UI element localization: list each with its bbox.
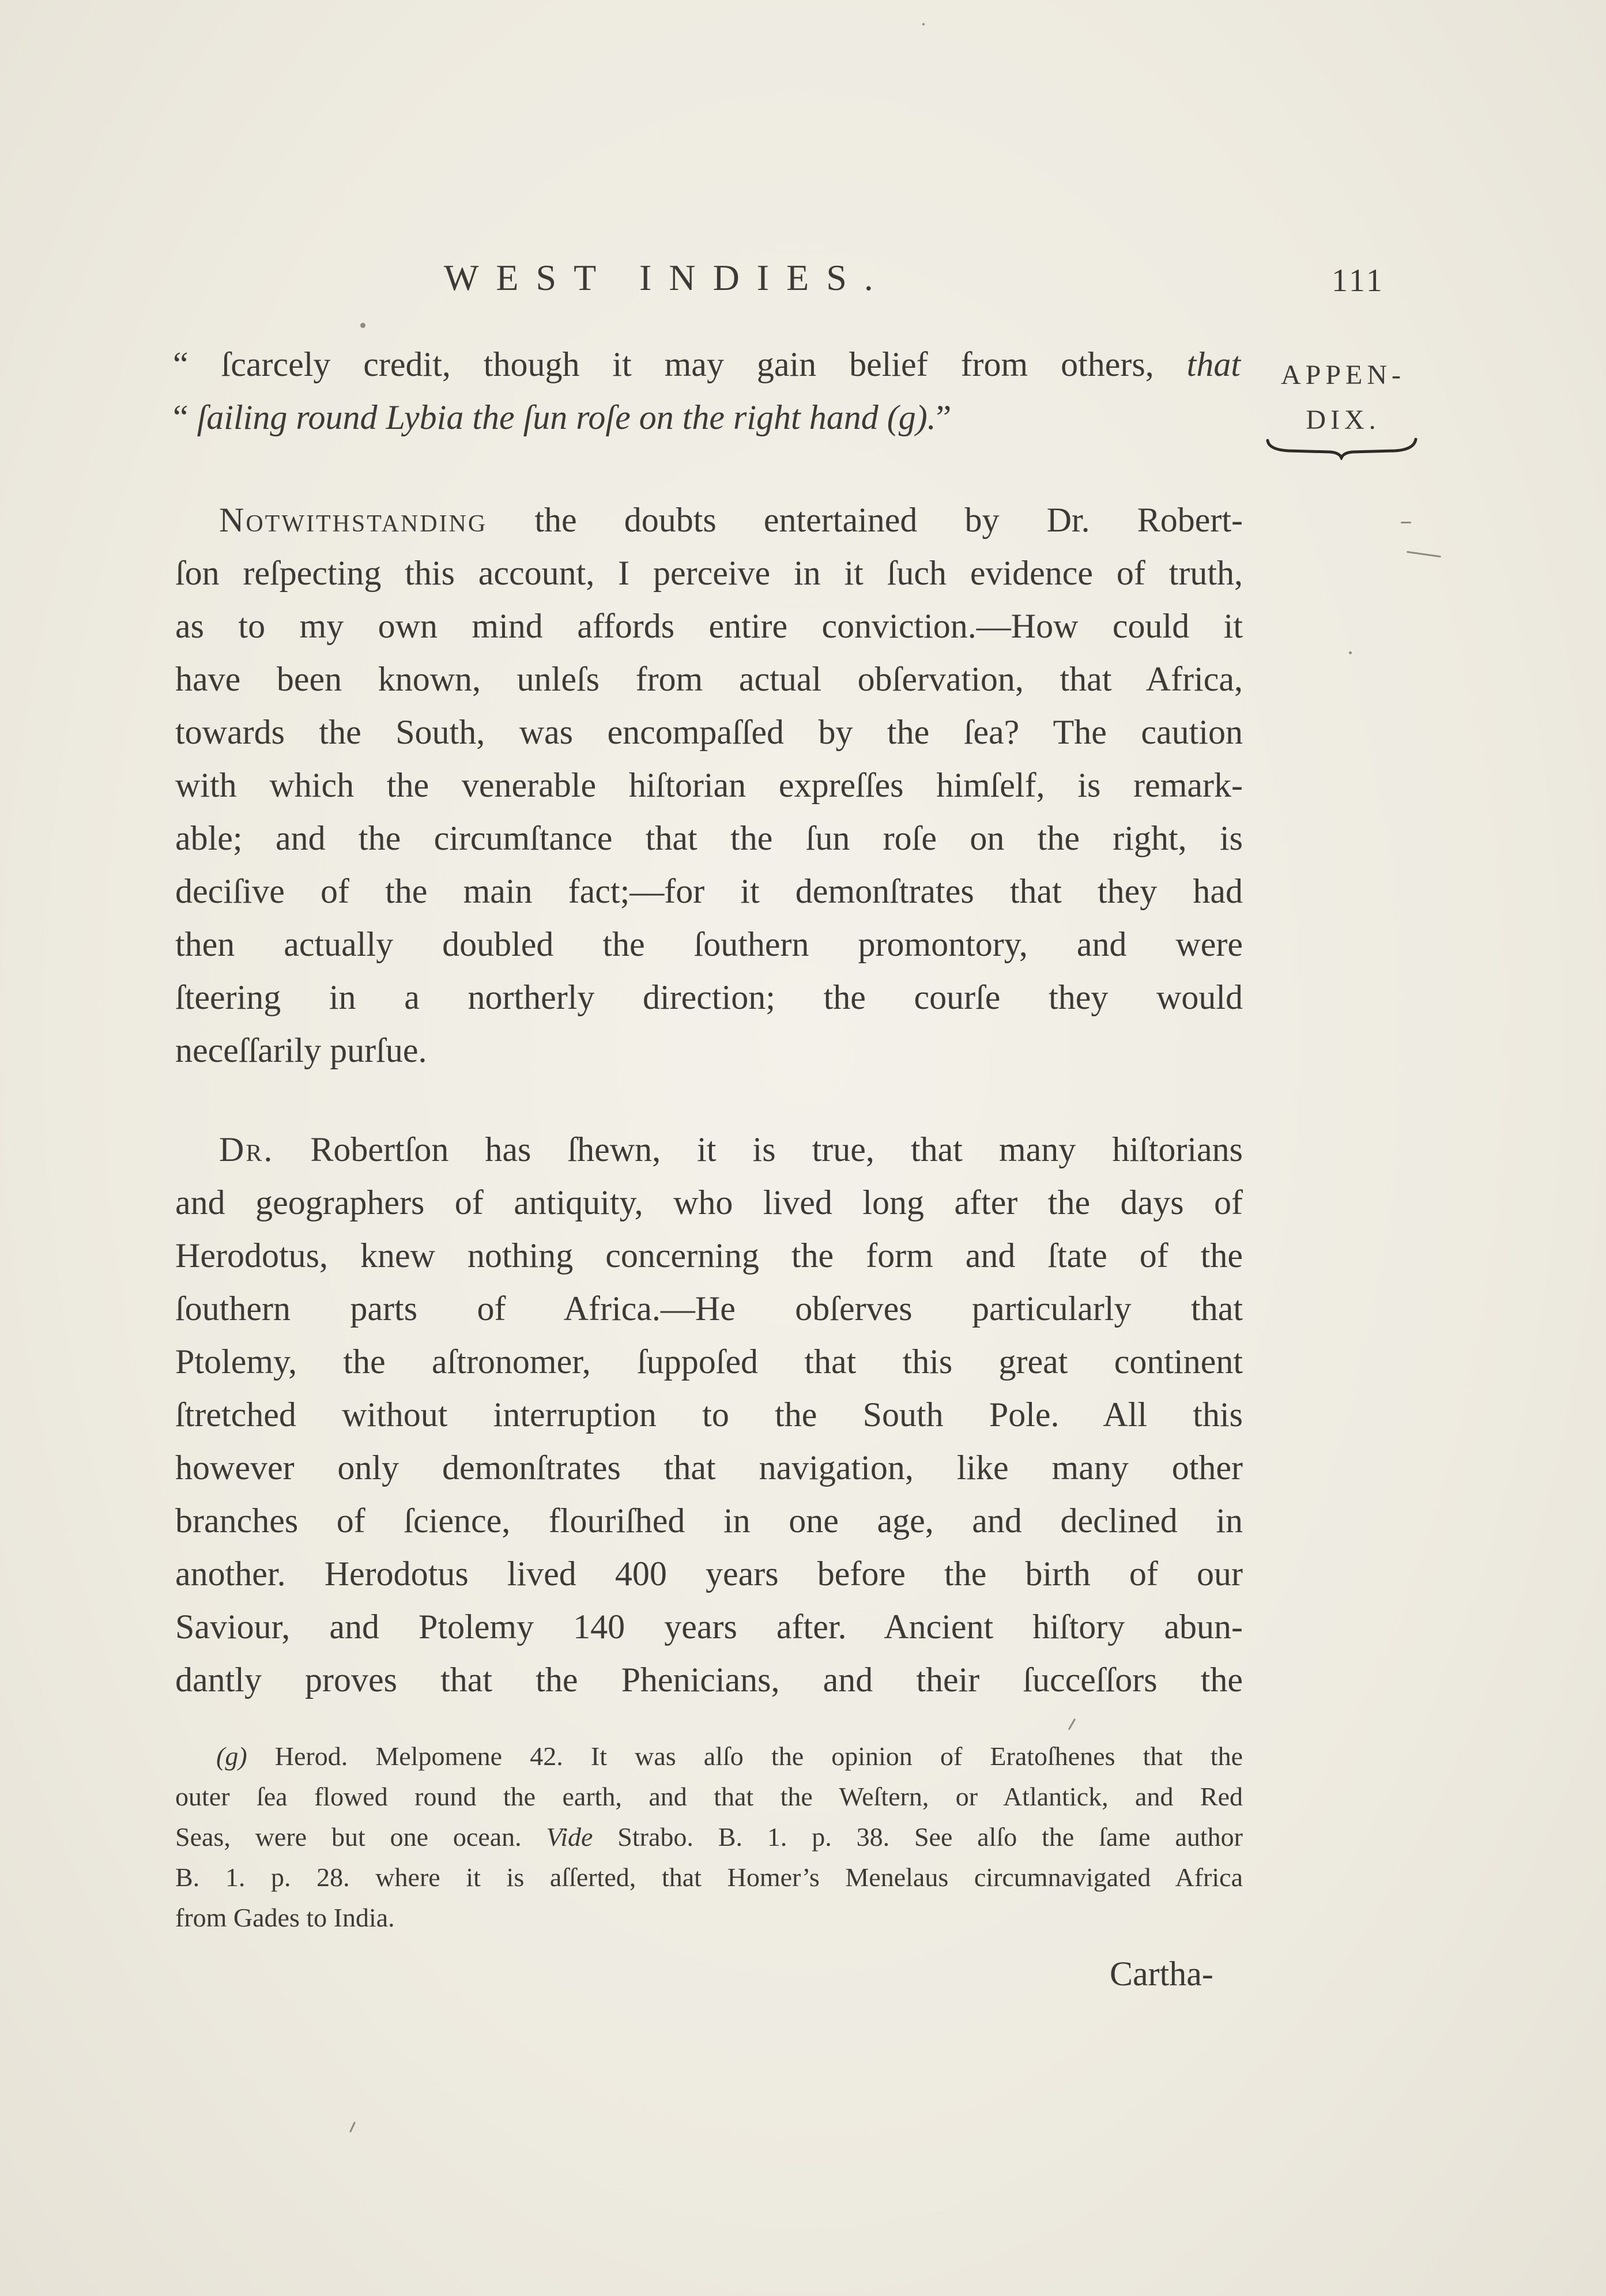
footnote-line-1 bbox=[216, 1741, 1243, 1771]
footnote-line-3 bbox=[175, 1822, 1243, 1852]
footnote-line-3-italic: Vide bbox=[546, 1822, 593, 1852]
footnote-line-1-text: Herod. Melpomene 42. It was alſo the opinion of Eratoſhenes that the bbox=[247, 1741, 1243, 1771]
paragraph-1-line-1 bbox=[219, 500, 1243, 540]
footnote-line-4: B. 1. p. 28. where it is aſſerted, that Homer’s Menelaus circumnavigated Africa bbox=[175, 1863, 1243, 1892]
paragraph-2-line-9: another. Herodotus lived 400 years before the birth of our bbox=[175, 1555, 1243, 1593]
paragraph-1-line-7: able; and the circumſtance that the ſun roſe on the right, is bbox=[175, 819, 1243, 857]
paragraph-2-line-1 bbox=[219, 1130, 1243, 1170]
footnote-line-3-post: Strabo. B. 1. p. 38. See alſo the ſame author bbox=[593, 1822, 1243, 1852]
paragraph-2-line-11: dantly proves that the Phenicians, and their ſucceſſors the bbox=[175, 1661, 1243, 1699]
paper-scratch bbox=[1068, 1718, 1076, 1731]
quote-line-2 bbox=[173, 398, 1241, 438]
paragraph-2-line-5: Ptolemy, the aſtronomer, ſuppoſed that this great continent bbox=[175, 1343, 1243, 1381]
running-title: WEST INDIES. bbox=[444, 257, 891, 298]
paper-scratch bbox=[349, 2121, 356, 2132]
paragraph-2-line-6: ſtretched without interruption to the South Pole. All this bbox=[175, 1396, 1243, 1434]
paragraph-2-line-7: however only demonſtrates that navigation, like many other bbox=[175, 1449, 1243, 1487]
quote-line-2-prefix: “ bbox=[173, 398, 197, 436]
paragraph-1-line-9: then actually doubled the ſouthern promontory, and were bbox=[175, 925, 1243, 963]
quote-line-2-italic: ſailing round Lybia the ſun roſe on the right hand (g). bbox=[197, 398, 936, 436]
paper-scratch bbox=[1407, 551, 1441, 557]
paper-speck bbox=[922, 23, 925, 25]
paragraph-1-line-10: ſteering in a northerly direction; the courſe they would bbox=[175, 978, 1243, 1016]
quote-line-1 bbox=[173, 345, 1241, 384]
paragraph-2-first-rest: Robertſon has ſhewn, it is true, that many hiſtorians bbox=[274, 1130, 1243, 1168]
quote-line-1-text: “ ſcarcely credit, though it may gain belief from others, bbox=[173, 345, 1187, 383]
paragraph-1-line-4: have been known, unleſs from actual obſervation, that Africa, bbox=[175, 660, 1243, 698]
footnote-marker: (g) bbox=[216, 1741, 247, 1771]
paragraph-1-line-8: deciſive of the main fact;—for it demonſtrates that they had bbox=[175, 872, 1243, 910]
footnote-line-2: outer ſea flowed round the earth, and that the Weſtern, or Atlantick, and Red bbox=[175, 1782, 1243, 1811]
margin-note-line-1: APPEN- bbox=[1280, 360, 1406, 390]
paragraph-1-first-rest: the doubts entertained by Dr. Robert- bbox=[487, 501, 1243, 539]
paragraph-1-line-3: as to my own mind affords entire conviction.—How could it bbox=[175, 607, 1243, 645]
margin-note-line-2: DIX. bbox=[1306, 405, 1381, 435]
footnote-line-3-pre: Seas, were but one ocean. bbox=[175, 1822, 546, 1852]
paragraph-1-line-6: with which the venerable hiſtorian expreſſes himſelf, is remark- bbox=[175, 766, 1243, 804]
margin-note bbox=[1257, 353, 1430, 443]
paragraph-2-line-10: Saviour, and Ptolemy 140 years after. Ancient hiſtory abun- bbox=[175, 1608, 1243, 1646]
paragraph-1-line-2: ſon reſpecting this account, I perceive in it ſuch evidence of truth, bbox=[175, 554, 1243, 592]
paragraph-2-lead: Dr. bbox=[219, 1130, 274, 1168]
quote-line-2-suffix: ” bbox=[936, 398, 952, 436]
footnote-line-5: from Gades to India. bbox=[175, 1903, 395, 1932]
paragraph-1-line-11: neceſſarily purſue. bbox=[175, 1031, 427, 1069]
paragraph-1-line-5: towards the South, was encompaſſed by the ſea? The caution bbox=[175, 713, 1243, 751]
catchword: Cartha- bbox=[1110, 1955, 1213, 1993]
paper-scratch bbox=[1401, 522, 1411, 523]
paragraph-2-line-8: branches of ſcience, flouriſhed in one age, and declined in bbox=[175, 1502, 1243, 1540]
paragraph-1-lead: Notwithstanding bbox=[219, 501, 488, 539]
paper-speck bbox=[360, 323, 365, 328]
paragraph-2-line-3: Herodotus, knew nothing concerning the form and ſtate of the bbox=[175, 1236, 1243, 1275]
page-number: 111 bbox=[1332, 263, 1385, 299]
paper-speck bbox=[1349, 651, 1352, 654]
quote-line-1-italic: that bbox=[1186, 345, 1241, 383]
paragraph-2-line-4: ſouthern parts of Africa.—He obſerves particularly that bbox=[175, 1290, 1243, 1328]
margin-brace-icon bbox=[1265, 437, 1418, 460]
paragraph-2-line-2: and geographers of antiquity, who lived long after the days of bbox=[175, 1183, 1243, 1221]
